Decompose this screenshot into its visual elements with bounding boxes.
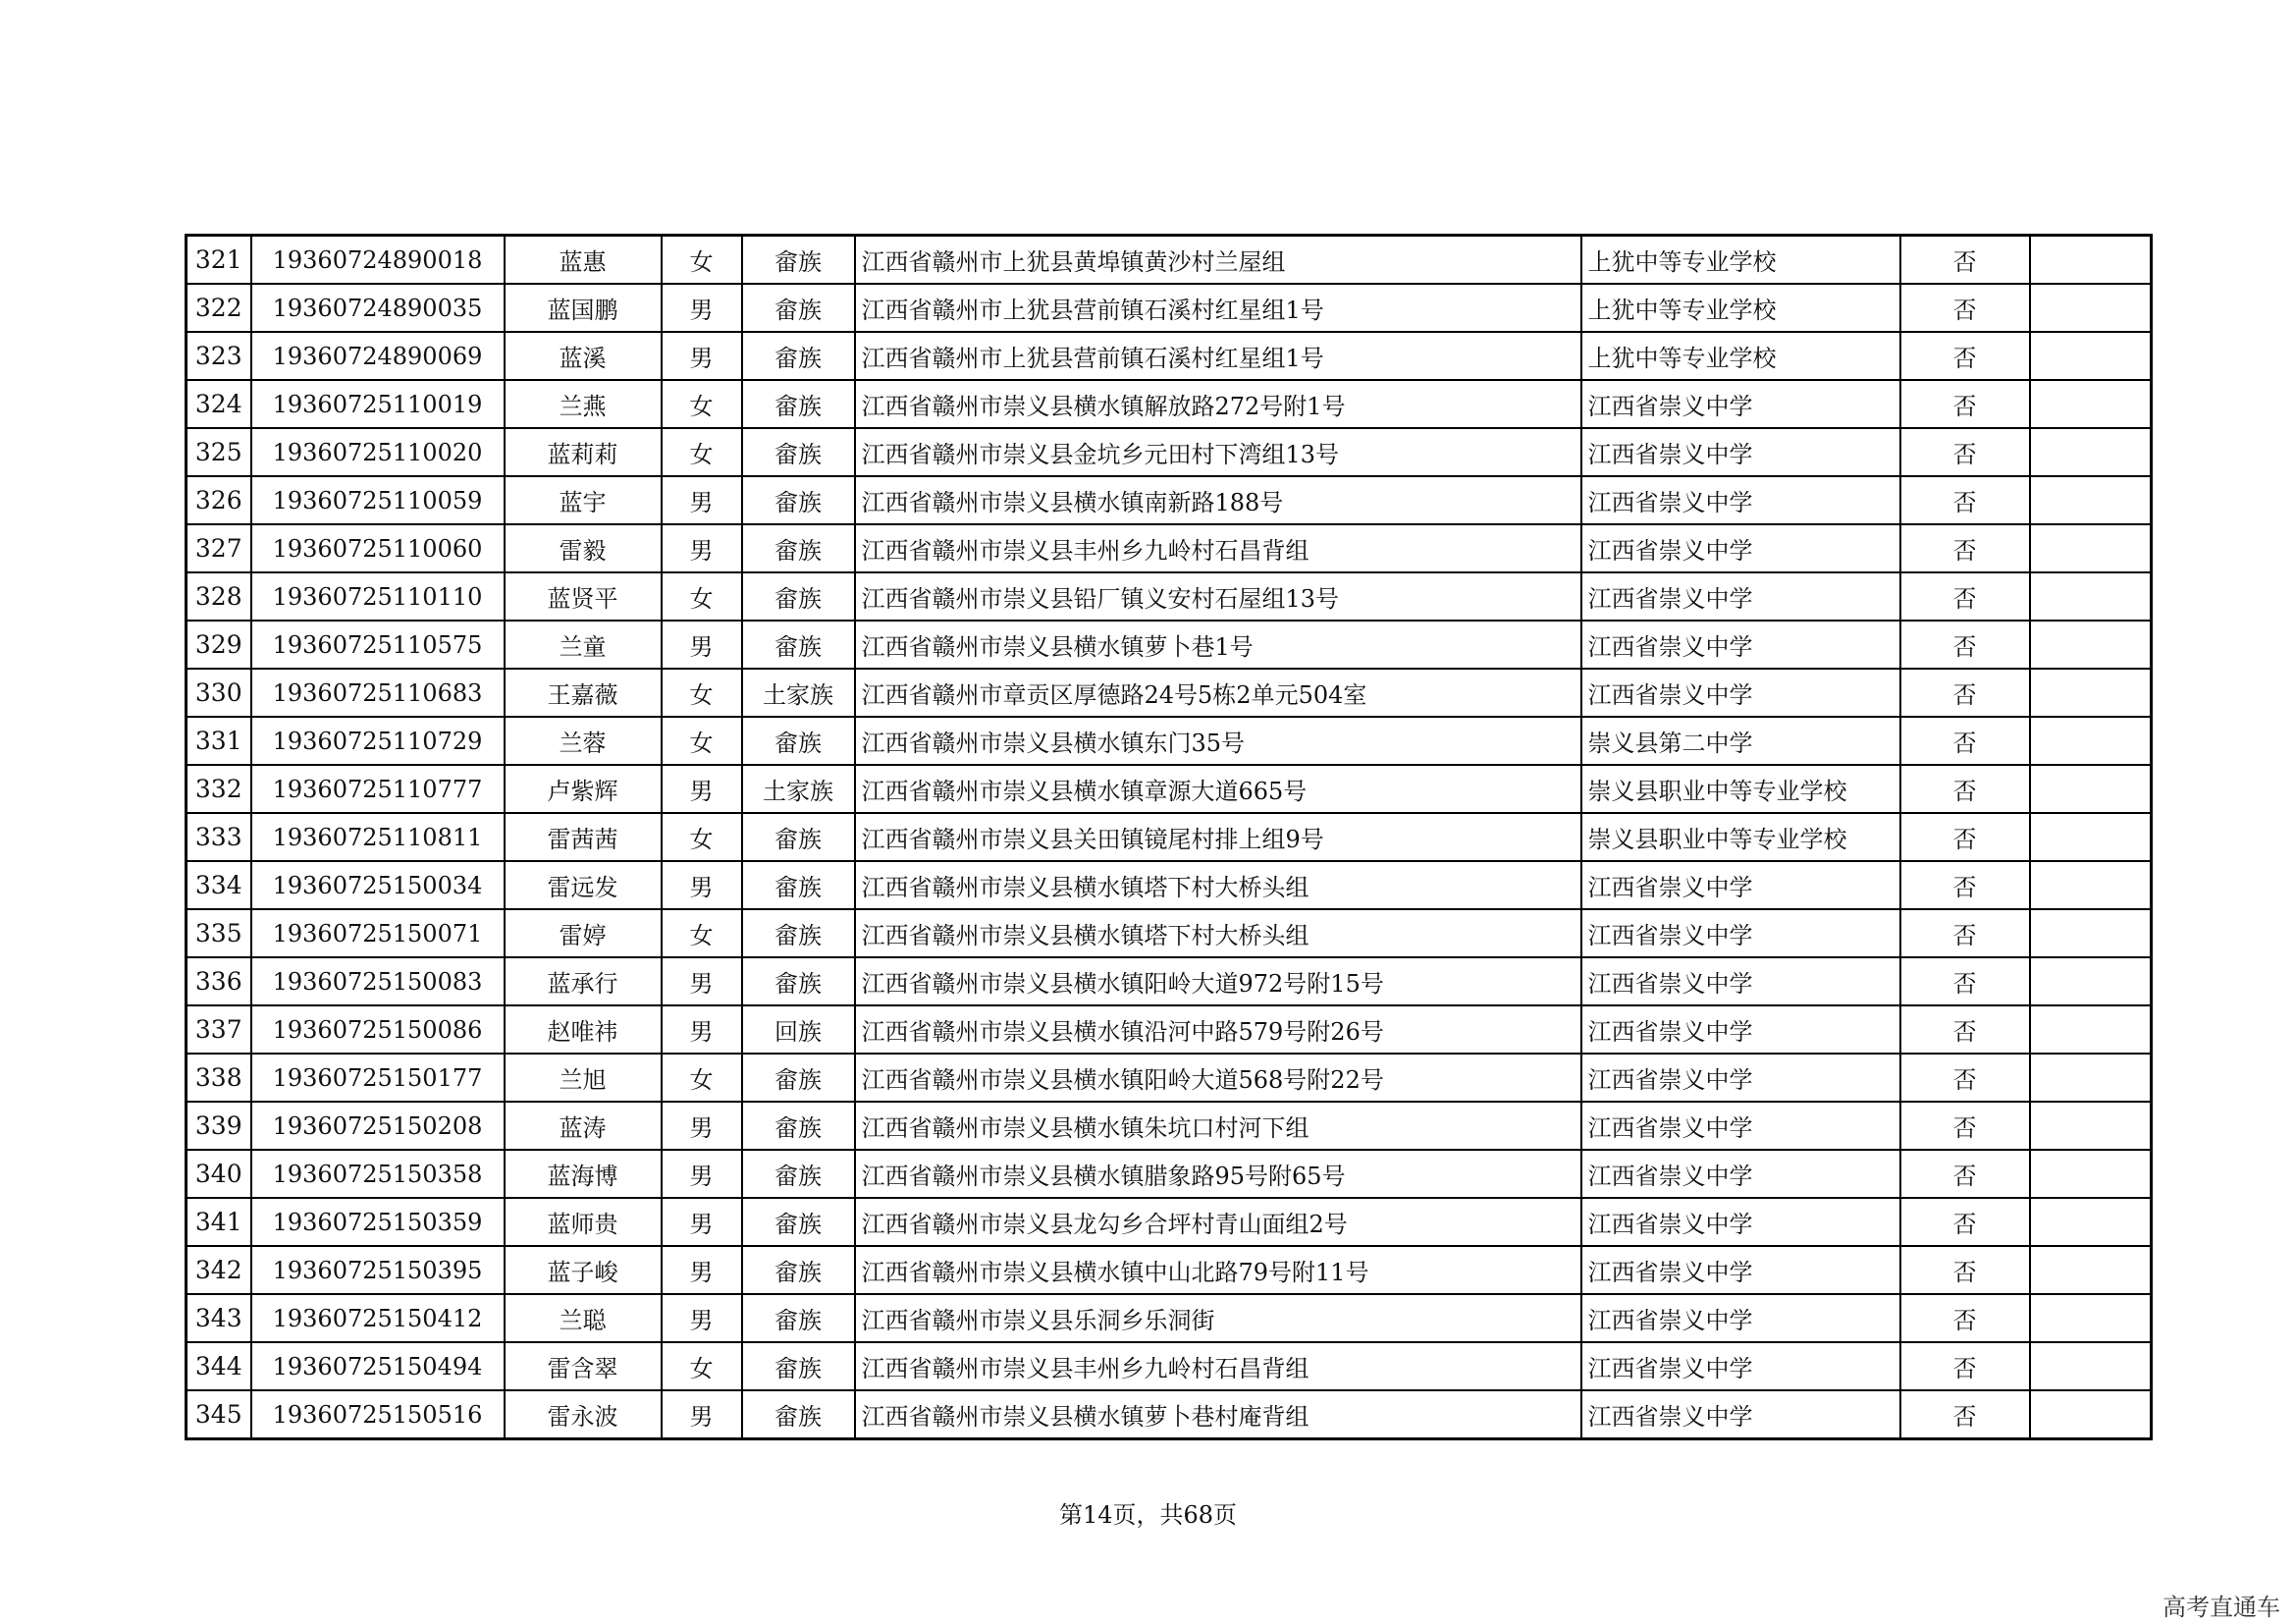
- exam-number-cell: 19360725150395: [251, 1246, 505, 1294]
- gender-cell: 男: [662, 1005, 742, 1054]
- ethnicity-cell: 畲族: [742, 476, 855, 524]
- row-index-cell: 322: [187, 284, 251, 332]
- row-index-cell: 341: [187, 1198, 251, 1246]
- status-flag-cell: 否: [1900, 621, 2030, 669]
- ethnicity-cell: 畲族: [742, 1390, 855, 1439]
- school-cell: 江西省崇义中学: [1581, 428, 1900, 476]
- home-address-cell: 江西省赣州市崇义县横水镇朱坑口村河下组: [855, 1102, 1581, 1150]
- exam-number-cell: 19360725150177: [251, 1054, 505, 1102]
- ethnicity-cell: 畲族: [742, 813, 855, 861]
- ethnicity-cell: 畲族: [742, 1054, 855, 1102]
- student-name-cell: 雷婷: [505, 909, 662, 957]
- gender-cell: 男: [662, 621, 742, 669]
- remarks-cell: [2030, 861, 2152, 909]
- ethnicity-cell: 畲族: [742, 380, 855, 428]
- student-name-cell: 卢紫辉: [505, 765, 662, 813]
- status-flag-cell: 否: [1900, 236, 2030, 285]
- table-row: [187, 236, 2152, 285]
- page-number: 第14页，共68页: [1058, 1501, 1238, 1529]
- ethnicity-cell: 畲族: [742, 1102, 855, 1150]
- gender-cell: 女: [662, 380, 742, 428]
- row-index-cell: 338: [187, 1054, 251, 1102]
- home-address-cell: 江西省赣州市崇义县丰州乡九岭村石昌背组: [855, 1342, 1581, 1390]
- row-index-cell: 334: [187, 861, 251, 909]
- row-index-cell: 329: [187, 621, 251, 669]
- student-name-cell: 蓝师贵: [505, 1198, 662, 1246]
- exam-number-cell: 19360725150071: [251, 909, 505, 957]
- table-row: [187, 1198, 2152, 1246]
- gender-cell: 女: [662, 236, 742, 285]
- home-address-cell: 江西省赣州市崇义县关田镇镜尾村排上组9号: [855, 813, 1581, 861]
- student-name-cell: 蓝溪: [505, 332, 662, 380]
- student-name-cell: 雷永波: [505, 1390, 662, 1439]
- remarks-cell: [2030, 717, 2152, 765]
- school-cell: 崇义县第二中学: [1581, 717, 1900, 765]
- status-flag-cell: 否: [1900, 1390, 2030, 1439]
- home-address-cell: 江西省赣州市崇义县乐洞乡乐洞街: [855, 1294, 1581, 1342]
- status-flag-cell: 否: [1900, 813, 2030, 861]
- row-index-cell: 328: [187, 572, 251, 621]
- school-cell: 江西省崇义中学: [1581, 1390, 1900, 1439]
- student-name-cell: 蓝莉莉: [505, 428, 662, 476]
- school-cell: 江西省崇义中学: [1581, 380, 1900, 428]
- table-row: [187, 284, 2152, 332]
- remarks-cell: [2030, 1390, 2152, 1439]
- table-row: [187, 428, 2152, 476]
- home-address-cell: 江西省赣州市崇义县横水镇解放路272号附1号: [855, 380, 1581, 428]
- status-flag-cell: 否: [1900, 1102, 2030, 1150]
- school-cell: 江西省崇义中学: [1581, 1342, 1900, 1390]
- row-index-cell: 332: [187, 765, 251, 813]
- status-flag-cell: 否: [1900, 1198, 2030, 1246]
- exam-number-cell: 19360724890069: [251, 332, 505, 380]
- gender-cell: 女: [662, 813, 742, 861]
- status-flag-cell: 否: [1900, 861, 2030, 909]
- row-index-cell: 330: [187, 669, 251, 717]
- ethnicity-cell: 畲族: [742, 524, 855, 572]
- student-name-cell: 兰旭: [505, 1054, 662, 1102]
- table-row: [187, 524, 2152, 572]
- gender-cell: 男: [662, 524, 742, 572]
- remarks-cell: [2030, 524, 2152, 572]
- school-cell: 江西省崇义中学: [1581, 861, 1900, 909]
- exam-number-cell: 19360725110020: [251, 428, 505, 476]
- exam-number-cell: 19360725150086: [251, 1005, 505, 1054]
- row-index-cell: 336: [187, 957, 251, 1005]
- gender-cell: 男: [662, 1198, 742, 1246]
- row-index-cell: 342: [187, 1246, 251, 1294]
- ethnicity-cell: 畲族: [742, 428, 855, 476]
- school-cell: 江西省崇义中学: [1581, 621, 1900, 669]
- school-cell: 江西省崇义中学: [1581, 1246, 1900, 1294]
- ethnicity-cell: 畲族: [742, 1294, 855, 1342]
- status-flag-cell: 否: [1900, 765, 2030, 813]
- exam-number-cell: 19360725110110: [251, 572, 505, 621]
- table-row: [187, 380, 2152, 428]
- gender-cell: 男: [662, 765, 742, 813]
- student-name-cell: 赵唯祎: [505, 1005, 662, 1054]
- table-row: [187, 1005, 2152, 1054]
- home-address-cell: 江西省赣州市章贡区厚德路24号5栋2单元504室: [855, 669, 1581, 717]
- ethnicity-cell: 土家族: [742, 765, 855, 813]
- gender-cell: 男: [662, 332, 742, 380]
- ethnicity-cell: 畲族: [742, 572, 855, 621]
- exam-number-cell: 19360725110683: [251, 669, 505, 717]
- remarks-cell: [2030, 621, 2152, 669]
- status-flag-cell: 否: [1900, 1246, 2030, 1294]
- exam-number-cell: 19360725150358: [251, 1150, 505, 1198]
- remarks-cell: [2030, 813, 2152, 861]
- home-address-cell: 江西省赣州市崇义县横水镇萝卜巷1号: [855, 621, 1581, 669]
- status-flag-cell: 否: [1900, 572, 2030, 621]
- exam-number-cell: 19360725110060: [251, 524, 505, 572]
- student-name-cell: 蓝海博: [505, 1150, 662, 1198]
- remarks-cell: [2030, 236, 2152, 285]
- exam-number-cell: 19360725150516: [251, 1390, 505, 1439]
- ethnicity-cell: 回族: [742, 1005, 855, 1054]
- ethnicity-cell: 土家族: [742, 669, 855, 717]
- remarks-cell: [2030, 957, 2152, 1005]
- ethnicity-cell: 畲族: [742, 236, 855, 285]
- gender-cell: 男: [662, 476, 742, 524]
- remarks-cell: [2030, 1342, 2152, 1390]
- status-flag-cell: 否: [1900, 524, 2030, 572]
- row-index-cell: 339: [187, 1102, 251, 1150]
- home-address-cell: 江西省赣州市崇义县横水镇东门35号: [855, 717, 1581, 765]
- exam-number-cell: 19360724890018: [251, 236, 505, 285]
- student-name-cell: 兰燕: [505, 380, 662, 428]
- table-row: [187, 765, 2152, 813]
- exam-number-cell: 19360725150083: [251, 957, 505, 1005]
- home-address-cell: 江西省赣州市崇义县横水镇塔下村大桥头组: [855, 861, 1581, 909]
- home-address-cell: 江西省赣州市崇义县横水镇萝卜巷村庵背组: [855, 1390, 1581, 1439]
- school-cell: 崇义县职业中等专业学校: [1581, 813, 1900, 861]
- row-index-cell: 324: [187, 380, 251, 428]
- school-cell: 江西省崇义中学: [1581, 1294, 1900, 1342]
- table-row: [187, 1102, 2152, 1150]
- status-flag-cell: 否: [1900, 1294, 2030, 1342]
- student-name-cell: 蓝国鹏: [505, 284, 662, 332]
- table-row: [187, 1054, 2152, 1102]
- row-index-cell: 325: [187, 428, 251, 476]
- row-index-cell: 343: [187, 1294, 251, 1342]
- row-index-cell: 331: [187, 717, 251, 765]
- remarks-cell: [2030, 1150, 2152, 1198]
- home-address-cell: 江西省赣州市崇义县横水镇腊象路95号附65号: [855, 1150, 1581, 1198]
- gender-cell: 男: [662, 1390, 742, 1439]
- student-name-cell: 兰童: [505, 621, 662, 669]
- ethnicity-cell: 畲族: [742, 909, 855, 957]
- remarks-cell: [2030, 284, 2152, 332]
- ethnicity-cell: 畲族: [742, 957, 855, 1005]
- table-row: [187, 861, 2152, 909]
- status-flag-cell: 否: [1900, 1342, 2030, 1390]
- exam-number-cell: 19360725150359: [251, 1198, 505, 1246]
- student-name-cell: 蓝贤平: [505, 572, 662, 621]
- exam-number-cell: 19360725110777: [251, 765, 505, 813]
- home-address-cell: 江西省赣州市上犹县营前镇石溪村红星组1号: [855, 332, 1581, 380]
- remarks-cell: [2030, 669, 2152, 717]
- home-address-cell: 江西省赣州市崇义县横水镇阳岭大道972号附15号: [855, 957, 1581, 1005]
- row-index-cell: 327: [187, 524, 251, 572]
- table-row: [187, 957, 2152, 1005]
- school-cell: 上犹中等专业学校: [1581, 236, 1900, 285]
- roster-body: [187, 236, 2152, 1439]
- ethnicity-cell: 畲族: [742, 1150, 855, 1198]
- table-row: [187, 1246, 2152, 1294]
- table-row: [187, 1294, 2152, 1342]
- school-cell: 江西省崇义中学: [1581, 572, 1900, 621]
- home-address-cell: 江西省赣州市崇义县金坑乡元田村下湾组13号: [855, 428, 1581, 476]
- watermark-logo-text: 高考直通车: [2163, 1594, 2280, 1621]
- ethnicity-cell: 畲族: [742, 284, 855, 332]
- status-flag-cell: 否: [1900, 476, 2030, 524]
- exam-number-cell: 19360725110811: [251, 813, 505, 861]
- remarks-cell: [2030, 572, 2152, 621]
- gender-cell: 男: [662, 1102, 742, 1150]
- gender-cell: 男: [662, 861, 742, 909]
- home-address-cell: 江西省赣州市崇义县横水镇阳岭大道568号附22号: [855, 1054, 1581, 1102]
- status-flag-cell: 否: [1900, 284, 2030, 332]
- gender-cell: 男: [662, 1150, 742, 1198]
- remarks-cell: [2030, 332, 2152, 380]
- gender-cell: 男: [662, 957, 742, 1005]
- student-name-cell: 雷含翠: [505, 1342, 662, 1390]
- school-cell: 江西省崇义中学: [1581, 524, 1900, 572]
- student-name-cell: 雷毅: [505, 524, 662, 572]
- ethnicity-cell: 畲族: [742, 717, 855, 765]
- school-cell: 江西省崇义中学: [1581, 909, 1900, 957]
- row-index-cell: 340: [187, 1150, 251, 1198]
- status-flag-cell: 否: [1900, 909, 2030, 957]
- student-name-cell: 蓝宇: [505, 476, 662, 524]
- row-index-cell: 337: [187, 1005, 251, 1054]
- remarks-cell: [2030, 1198, 2152, 1246]
- status-flag-cell: 否: [1900, 380, 2030, 428]
- table-row: [187, 1150, 2152, 1198]
- school-cell: 江西省崇义中学: [1581, 957, 1900, 1005]
- status-flag-cell: 否: [1900, 957, 2030, 1005]
- gender-cell: 男: [662, 284, 742, 332]
- exam-number-cell: 19360725110019: [251, 380, 505, 428]
- remarks-cell: [2030, 1246, 2152, 1294]
- home-address-cell: 江西省赣州市崇义县铅厂镇义安村石屋组13号: [855, 572, 1581, 621]
- table-row: [187, 572, 2152, 621]
- gender-cell: 女: [662, 428, 742, 476]
- row-index-cell: 321: [187, 236, 251, 285]
- exam-number-cell: 19360725110059: [251, 476, 505, 524]
- row-index-cell: 323: [187, 332, 251, 380]
- status-flag-cell: 否: [1900, 332, 2030, 380]
- student-name-cell: 王嘉薇: [505, 669, 662, 717]
- home-address-cell: 江西省赣州市上犹县黄埠镇黄沙村兰屋组: [855, 236, 1581, 285]
- home-address-cell: 江西省赣州市上犹县营前镇石溪村红星组1号: [855, 284, 1581, 332]
- exam-number-cell: 19360725110575: [251, 621, 505, 669]
- exam-number-cell: 19360725150208: [251, 1102, 505, 1150]
- table-row: [187, 813, 2152, 861]
- table-row: [187, 909, 2152, 957]
- school-cell: 江西省崇义中学: [1581, 1005, 1900, 1054]
- table-row: [187, 669, 2152, 717]
- school-cell: 江西省崇义中学: [1581, 1150, 1900, 1198]
- remarks-cell: [2030, 476, 2152, 524]
- gender-cell: 女: [662, 1342, 742, 1390]
- exam-number-cell: 19360725150494: [251, 1342, 505, 1390]
- student-name-cell: 兰聪: [505, 1294, 662, 1342]
- school-cell: 上犹中等专业学校: [1581, 332, 1900, 380]
- school-cell: 江西省崇义中学: [1581, 476, 1900, 524]
- status-flag-cell: 否: [1900, 1005, 2030, 1054]
- row-index-cell: 326: [187, 476, 251, 524]
- remarks-cell: [2030, 380, 2152, 428]
- table-row: [187, 1342, 2152, 1390]
- student-name-cell: 蓝承行: [505, 957, 662, 1005]
- student-name-cell: 雷茜茜: [505, 813, 662, 861]
- home-address-cell: 江西省赣州市崇义县横水镇中山北路79号附11号: [855, 1246, 1581, 1294]
- remarks-cell: [2030, 428, 2152, 476]
- status-flag-cell: 否: [1900, 1054, 2030, 1102]
- exam-number-cell: 19360725150034: [251, 861, 505, 909]
- student-name-cell: 雷远发: [505, 861, 662, 909]
- status-flag-cell: 否: [1900, 717, 2030, 765]
- home-address-cell: 江西省赣州市崇义县丰州乡九岭村石昌背组: [855, 524, 1581, 572]
- ethnicity-cell: 畲族: [742, 861, 855, 909]
- home-address-cell: 江西省赣州市崇义县横水镇章源大道665号: [855, 765, 1581, 813]
- exam-number-cell: 19360724890035: [251, 284, 505, 332]
- table-row: [187, 1390, 2152, 1439]
- remarks-cell: [2030, 1102, 2152, 1150]
- gender-cell: 男: [662, 1294, 742, 1342]
- student-name-cell: 兰蓉: [505, 717, 662, 765]
- ethnicity-cell: 畲族: [742, 332, 855, 380]
- row-index-cell: 333: [187, 813, 251, 861]
- gender-cell: 女: [662, 669, 742, 717]
- school-cell: 崇义县职业中等专业学校: [1581, 765, 1900, 813]
- ethnicity-cell: 畲族: [742, 1342, 855, 1390]
- school-cell: 江西省崇义中学: [1581, 1054, 1900, 1102]
- remarks-cell: [2030, 909, 2152, 957]
- ethnicity-cell: 畲族: [742, 1198, 855, 1246]
- school-cell: 上犹中等专业学校: [1581, 284, 1900, 332]
- gender-cell: 女: [662, 717, 742, 765]
- remarks-cell: [2030, 1294, 2152, 1342]
- row-index-cell: 345: [187, 1390, 251, 1439]
- gender-cell: 男: [662, 1246, 742, 1294]
- student-name-cell: 蓝涛: [505, 1102, 662, 1150]
- student-roster-table: [185, 234, 2153, 1440]
- row-index-cell: 344: [187, 1342, 251, 1390]
- remarks-cell: [2030, 1054, 2152, 1102]
- home-address-cell: 江西省赣州市崇义县横水镇沿河中路579号附26号: [855, 1005, 1581, 1054]
- row-index-cell: 335: [187, 909, 251, 957]
- home-address-cell: 江西省赣州市崇义县横水镇塔下村大桥头组: [855, 909, 1581, 957]
- table-row: [187, 332, 2152, 380]
- home-address-cell: 江西省赣州市崇义县横水镇南新路188号: [855, 476, 1581, 524]
- table-row: [187, 621, 2152, 669]
- table-row: [187, 717, 2152, 765]
- table-row: [187, 476, 2152, 524]
- ethnicity-cell: 畲族: [742, 621, 855, 669]
- school-cell: 江西省崇义中学: [1581, 1102, 1900, 1150]
- remarks-cell: [2030, 765, 2152, 813]
- status-flag-cell: 否: [1900, 1150, 2030, 1198]
- gender-cell: 女: [662, 572, 742, 621]
- gender-cell: 女: [662, 909, 742, 957]
- school-cell: 江西省崇义中学: [1581, 1198, 1900, 1246]
- school-cell: 江西省崇义中学: [1581, 669, 1900, 717]
- status-flag-cell: 否: [1900, 428, 2030, 476]
- ethnicity-cell: 畲族: [742, 1246, 855, 1294]
- remarks-cell: [2030, 1005, 2152, 1054]
- exam-number-cell: 19360725110729: [251, 717, 505, 765]
- status-flag-cell: 否: [1900, 669, 2030, 717]
- home-address-cell: 江西省赣州市崇义县龙勾乡合坪村青山面组2号: [855, 1198, 1581, 1246]
- student-name-cell: 蓝惠: [505, 236, 662, 285]
- student-name-cell: 蓝子峻: [505, 1246, 662, 1294]
- gender-cell: 女: [662, 1054, 742, 1102]
- exam-number-cell: 19360725150412: [251, 1294, 505, 1342]
